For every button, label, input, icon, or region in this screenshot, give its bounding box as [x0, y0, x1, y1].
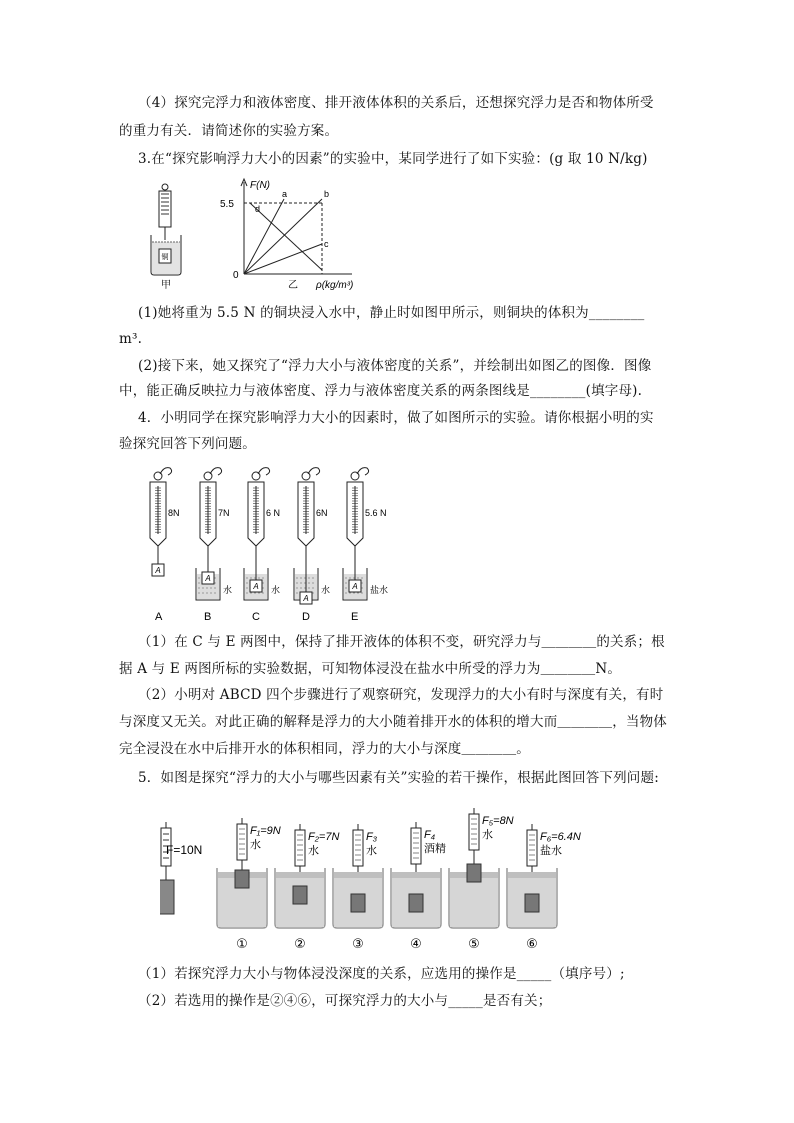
q4-block-label: A: [253, 582, 259, 591]
object-block: [160, 880, 174, 914]
q4-liquid-D: 水: [321, 585, 331, 595]
q5-step-number-6: ⑥: [526, 936, 538, 951]
q4-liquid-C: 水: [271, 585, 281, 595]
q3-p2-line2: 中，能正确反映拉力与液体密度、浮力与液体密度关系的两条图线是________(填字母).: [119, 383, 643, 399]
q5-liquid-6: 盐水: [540, 845, 562, 857]
q5-block-4: [409, 894, 423, 912]
q4-setup-D: [294, 468, 330, 623]
q4-setup-letter-E: E: [351, 611, 359, 623]
q3-p1-line1: (1)她将重为 5.5 N 的铜块浸入水中，静止时如图甲所示，则铜块的体积为________: [138, 305, 645, 321]
q4-reading-E: 5.6 N: [365, 508, 387, 518]
q5-step-number-3: ③: [352, 936, 364, 951]
q5-liquid-2: 水: [308, 845, 319, 857]
q5-step-number-1: ①: [236, 936, 248, 951]
x-axis-label: ρ(kg/m³): [316, 280, 354, 291]
q4-reading-D: 6N: [316, 508, 328, 518]
q5-step-2: [275, 824, 339, 951]
q5-step-6: [507, 824, 581, 951]
q5-liquid-4: 酒精: [424, 843, 446, 855]
first-force-label: F=10N: [166, 843, 203, 857]
q4-block-label: A: [303, 594, 309, 603]
q5-step-number-2: ②: [294, 936, 306, 951]
q-prev-part4-line2: 的重力有关．请简述你的实验方案。: [119, 123, 339, 139]
q4-p2-line1: （2）小明对 ABCD 四个步骤进行了观察研究，发现浮力的大小有时与深度有关，有时: [138, 687, 664, 703]
q4-intro-line2: 验探究回答下列问题。: [119, 436, 256, 452]
q4-p1-line1: （1）在 C 与 E 两图中，保持了排开液体的体积不变，研究浮力与＿＿＿＿的关系；根: [138, 634, 665, 650]
q5-p1: （1）若探究浮力大小与物体浸没深度的关系，应选用的操作是_____（填序号）;: [138, 966, 625, 982]
q4-block-label: A: [205, 574, 211, 583]
q4-intro-line1: 4．小明同学在探究影响浮力大小的因素时，做了如图所示的实验。请你根据小明的实: [138, 410, 654, 426]
q5-figure: [160, 800, 610, 955]
fig-yi-label: 乙: [288, 280, 298, 291]
q-prev-part4-line1: （4）探究完浮力和液体密度、排开液体体积的关系后，还想探究浮力是否和物体所受: [138, 95, 654, 111]
q5-block-2: [293, 886, 307, 904]
q5-block-6: [525, 894, 539, 912]
q5-force-4: F₄: [424, 829, 436, 841]
q4-setup-E: [343, 468, 388, 623]
q5-force-1: F₁=9N: [250, 825, 281, 837]
line-c-label: c: [324, 239, 329, 249]
fig-jia-label: 甲: [161, 280, 171, 291]
q5-step-4: [391, 822, 446, 951]
q3-intro: 3.在“探究影响浮力大小的因素”的实验中，某同学进行了如下实验：(g 取 10 N/kg): [138, 151, 648, 167]
spring-scale-icon: [159, 184, 171, 240]
q5-block-5: [467, 864, 481, 882]
q4-setup-letter-A: A: [155, 611, 163, 623]
spring-scale-icon: [237, 824, 247, 860]
q4-p1-line2: 据 A 与 E 两图所标的实验数据，可知物体浸没在盐水中所受的浮力为＿＿＿＿N。: [119, 661, 622, 677]
q5-block-1: [235, 870, 249, 888]
q4-reading-C: 6 N: [266, 508, 281, 518]
origin-label: 0: [233, 270, 239, 281]
q5-p2: （2）若选用的操作是②④⑥，可探究浮力的大小与_____是否有关；: [138, 993, 552, 1009]
q4-liquid-E: 盐水: [370, 585, 389, 595]
q5-step-1: [217, 818, 281, 951]
spring-scale-icon: [353, 830, 363, 866]
q4-p2-line3: 完全浸没在水中后排开水的体积相同，浮力的大小与深度＿＿＿＿。: [119, 741, 530, 757]
q5-force-5: F₅=8N: [482, 815, 514, 827]
q4-reading-A: 8N: [168, 508, 180, 518]
q4-block-label: A: [155, 566, 161, 575]
q5-liquid-3: 水: [366, 845, 377, 857]
line-d: [250, 203, 322, 270]
spring-scale-icon: [295, 830, 305, 866]
line-a: [244, 199, 284, 274]
q5-intro: 5．如图是探究“浮力的大小与哪些因素有关”实验的若干操作，根据此图回答下列问题:: [138, 770, 659, 786]
q3-p1-line2: m³.: [119, 331, 143, 347]
q5-step-5: [449, 808, 514, 951]
spring-scale-icon: [411, 828, 421, 864]
q4-setup-A: [150, 468, 180, 623]
q4-setup-letter-D: D: [302, 611, 310, 623]
q4-setup-letter-B: B: [204, 611, 212, 623]
line-d-label: d: [255, 204, 261, 214]
q5-liquid-5: 水: [482, 829, 493, 841]
q5-force-2: F₂=7N: [308, 831, 340, 843]
q4-setup-C: [244, 468, 280, 623]
y-tick-label: 5.5: [220, 199, 234, 210]
y-axis-label: F(N): [250, 180, 270, 191]
spring-scale-icon: [527, 830, 537, 866]
q3-figure-yi: [220, 172, 370, 292]
line-a-label: a: [282, 189, 288, 199]
q5-force-6: F₆=6.4N: [540, 831, 581, 843]
q5-step-number-4: ④: [410, 936, 422, 951]
q3-figure-jia: [145, 182, 195, 292]
q4-liquid-B: 水: [223, 585, 233, 595]
q5-step-number-5: ⑤: [468, 936, 480, 951]
q4-figure: [140, 460, 410, 625]
copper-block-label: 铜: [161, 254, 169, 261]
q4-setup-letter-C: C: [252, 611, 260, 623]
q5-liquid-1: 水: [250, 839, 261, 851]
q4-block-label: A: [352, 582, 358, 591]
q3-p2-line1: (2)接下来，她又探究了“浮力大小与液体密度的关系”，并绘制出如图乙的图像．图像: [138, 358, 652, 374]
q4-reading-B: 7N: [218, 508, 230, 518]
line-b-label: b: [324, 189, 330, 199]
q5-block-3: [351, 894, 365, 912]
spring-scale-icon: [469, 814, 479, 850]
q4-p2-line2: 与深度又无关。对此正确的解释是浮力的大小随着排开水的体积的增大而＿＿＿＿，当物体: [119, 714, 667, 730]
q5-force-3: F₃: [366, 831, 378, 843]
q4-setup-B: [196, 468, 232, 623]
q5-step-3: [333, 824, 383, 951]
